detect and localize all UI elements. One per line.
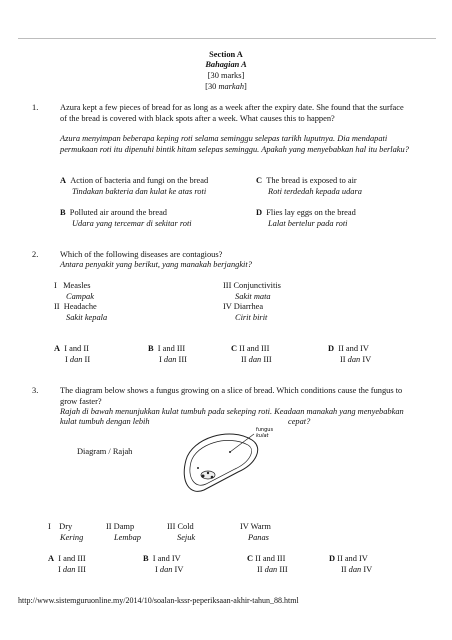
- question-2-item-iv: IV Diarrhea Cirit birit: [223, 302, 268, 322]
- question-2-item-iii: III Conjunctivitis Sakit mata: [223, 281, 281, 301]
- question-2-text-ms: Antara penyakit yang berikut, yang manakah berjangkit?: [60, 260, 252, 269]
- fungus-pointer-line: [230, 434, 254, 452]
- question-2-option-a[interactable]: A I and II I dan II: [54, 344, 91, 364]
- question-2-option-c[interactable]: C II and III II dan III: [231, 344, 272, 364]
- fungus-spot: [202, 475, 205, 478]
- question-2-item-ii: II Headache Sakit kepala: [54, 302, 108, 322]
- question-3-item-iii: III Cold Sejuk: [167, 522, 196, 542]
- question-2-option-b[interactable]: B I and III I dan III: [148, 344, 187, 364]
- question-3-text: The diagram below shows a fungus growing on a slice of bread. Which conditions cause the fungus to grow faster?: [60, 386, 403, 406]
- question-1-option-d[interactable]: D Flies lay eggs on the bread Lalat bertelur pada roti: [256, 208, 356, 228]
- fungus-annotation: fungus: [256, 427, 274, 433]
- fungus-spot: [211, 476, 214, 479]
- question-1-text-ms: Azura menyimpan beberapa keping roti selama seminggu selepas tarikh luputnya. Dia mendapati permukaan roti itu dipenuhi bintik hitam selepas seminggu. Apakah yang menyebabkan hal itu berlaku?: [60, 134, 409, 154]
- diagram-label: Diagram / Rajah: [77, 447, 133, 456]
- question-3-option-b[interactable]: B I and IV I dan IV: [143, 554, 184, 574]
- question-3-item-i: I Dry Kering: [48, 522, 84, 542]
- bread-slice-outline: [184, 434, 257, 491]
- question-3-item-ii: II Damp Lembap: [106, 522, 141, 542]
- source-url-link[interactable]: http://www.sistemguruonline.my/2014/10/soalan-kssr-peperiksaan-akhir-tahun_88.html: [18, 596, 299, 605]
- bread-fungus-diagram: [168, 420, 288, 500]
- question-3-option-a[interactable]: A I and III I dan III: [48, 554, 86, 574]
- question-1-option-c[interactable]: C The bread is exposed to air Roti terdedah kepada udara: [256, 176, 362, 196]
- question-3-option-d[interactable]: D II and IV II dan IV: [329, 554, 373, 574]
- fungus-annotation-ms: kulat: [256, 433, 269, 439]
- section-title-ms: Bahagian A: [205, 60, 247, 69]
- fungus-spot: [207, 472, 209, 474]
- question-2-item-i: I Measles Campak: [54, 281, 94, 301]
- question-1-option-a[interactable]: A Action of bacteria and fungi on the bread Tindakan bakteria dan kulat ke atas roti: [60, 176, 209, 196]
- question-1-number: 1.: [32, 103, 39, 112]
- question-2-number: 2.: [32, 250, 39, 259]
- question-1-text: Azura kept a few pieces of bread for as long as a week after the expiry date. She found that the surface of the bread is covered with black spots after a week. What causes this to happen?: [60, 103, 404, 123]
- question-1-option-b[interactable]: B Polluted air around the bread Udara yang tercemar di sekitar roti: [60, 208, 192, 228]
- marks-label-ms: [30 markah]: [205, 82, 247, 91]
- question-3-item-iv: IV Warm Panas: [240, 522, 271, 542]
- question-3-text-ms-line3: cepat?: [288, 417, 311, 426]
- fungus-spot: [197, 467, 199, 469]
- question-3-text-ms-line1: Rajah di bawah menunjukkan kulat tumbuh pada sekeping roti. Keadaan manakah yang menyebabkan: [60, 407, 404, 416]
- question-2-text: Which of the following diseases are contagious?: [60, 250, 223, 259]
- bread-crust-inner: [190, 440, 252, 485]
- top-divider: [18, 38, 436, 39]
- question-3-option-c[interactable]: C II and III II dan III: [247, 554, 288, 574]
- marks-label: [30 marks]: [207, 71, 245, 80]
- question-2-option-d[interactable]: D II and IV II dan IV: [328, 344, 372, 364]
- question-3-text-ms-line2: kulat tumbuh dengan lebih: [60, 417, 150, 426]
- section-title: Section A: [209, 50, 243, 59]
- question-3-number: 3.: [32, 386, 39, 395]
